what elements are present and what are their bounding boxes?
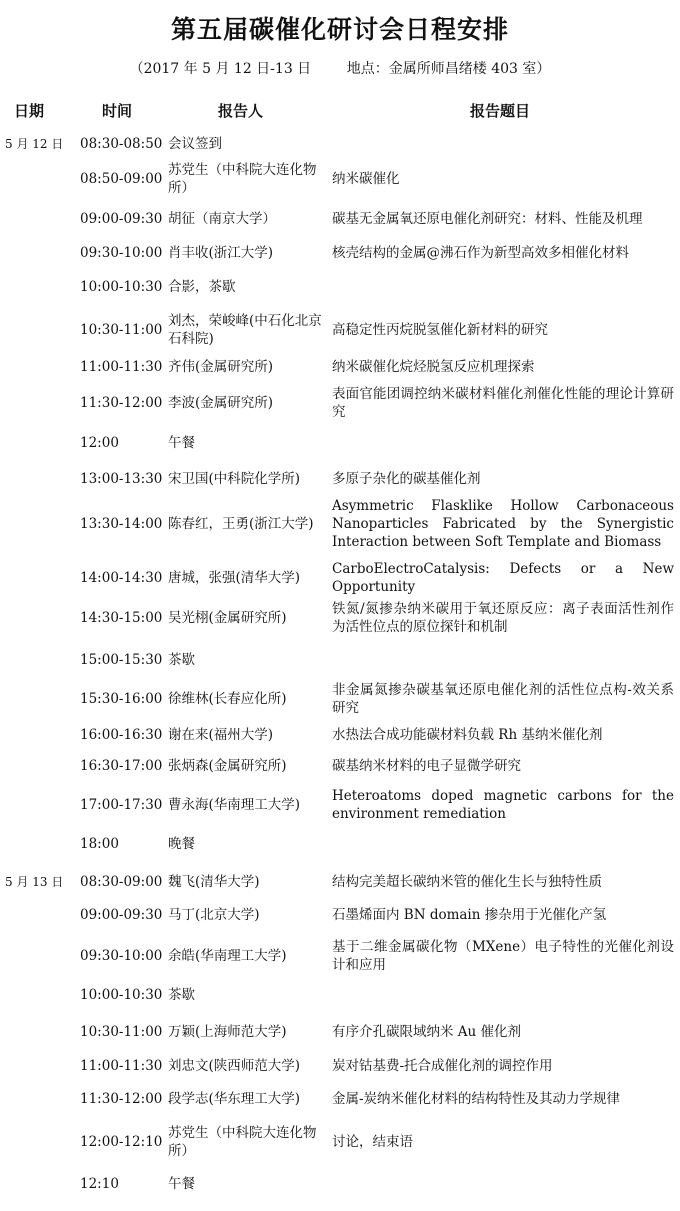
row-topic: 结构完美超长碳纳米管的催化生长与独特性质 (332, 874, 602, 890)
row-topic: 碳基纳米材料的电子显微学研究 (332, 758, 521, 774)
row-time: 13:30-14:00 (80, 516, 163, 532)
row-speaker: 陈春红，王勇(浙江大学) (168, 516, 314, 532)
row-topic: 讨论，结束语 (332, 1134, 413, 1150)
table-row (0, 310, 680, 350)
subtitle: （2017 年 5 月 12 日-13 日 地点：金属所师昌绪楼 403 室） (129, 61, 551, 77)
row-topic: 碳基无金属氧还原电催化剂研究：材料、性能及机理 (332, 211, 643, 227)
table-row (0, 785, 680, 825)
row-speaker: 茶歇 (168, 652, 195, 668)
table-row (0, 679, 680, 719)
table-row (0, 648, 680, 672)
table-row (0, 159, 680, 199)
row-time: 11:30-12:00 (80, 1091, 163, 1107)
row-time: 10:30-11:00 (80, 1024, 163, 1040)
row-speaker: 余皓(华南理工大学) (168, 948, 287, 964)
row-topic: 炭对钴基费-托合成催化剂的调控作用 (332, 1058, 553, 1074)
row-speaker: 魏飞(清华大学) (168, 874, 260, 890)
row-topic: Asymmetric Flasklike Hollow Carbonaceous Nanoparticles Fabricated by the Synergistic Interaction between Soft Template and Biomass (332, 498, 674, 550)
table-row (0, 207, 680, 231)
row-date: 5 月 12 日 (5, 137, 64, 151)
header-date: 日期 (14, 102, 45, 120)
table-row (0, 870, 680, 894)
row-speaker: 马丁(北京大学) (168, 907, 260, 923)
row-topic: 表面官能团调控纳米碳材料催化剂催化性能的理论计算研究 (332, 386, 674, 420)
table-row (0, 561, 680, 595)
row-time: 09:30-10:00 (80, 948, 163, 964)
row-time: 08:50-09:00 (80, 171, 163, 187)
table-row (0, 383, 680, 423)
table-row (0, 832, 680, 856)
row-speaker: 刘杰，荣峻峰(中石化北京石科院) (168, 313, 322, 347)
header-time: 时间 (102, 102, 133, 120)
table-row (0, 723, 680, 747)
table-row (0, 1020, 680, 1044)
row-topic: 石墨烯面内 BN domain 掺杂用于光催化产氢 (332, 907, 607, 923)
row-speaker: 唐城，张强(清华大学) (168, 570, 301, 586)
row-time: 12:10 (80, 1176, 119, 1192)
row-speaker: 曹永海(华南理工大学) (168, 797, 301, 813)
row-speaker: 会议签到 (168, 136, 222, 152)
row-time: 11:30-12:00 (80, 395, 163, 411)
table-row (0, 903, 680, 927)
row-speaker: 齐伟(金属研究所) (168, 359, 274, 375)
table-row (0, 754, 680, 778)
row-speaker: 苏党生（中科院大连化物所） (168, 1125, 317, 1159)
row-speaker: 午餐 (168, 1176, 195, 1192)
row-topic: 水热法合成功能碳材料负载 Rh 基纳米催化剂 (332, 727, 603, 743)
table-row (0, 431, 680, 455)
row-topic: 核壳结构的金属@沸石作为新型高效多相催化材料 (332, 245, 629, 261)
row-speaker: 胡征（南京大学） (168, 211, 276, 227)
row-time: 09:30-10:00 (80, 245, 163, 261)
row-speaker: 谢在来(福州大学) (168, 727, 274, 743)
row-time: 16:00-16:30 (80, 727, 163, 743)
row-speaker: 午餐 (168, 435, 195, 451)
table-row (0, 133, 680, 155)
row-speaker: 苏党生（中科院大连化物所） (168, 162, 317, 196)
table-header (0, 100, 680, 122)
row-time: 16:30-17:00 (80, 758, 163, 774)
table-row (0, 355, 680, 379)
table-row (0, 496, 680, 552)
table-row (0, 983, 680, 1007)
row-speaker: 宋卫国(中科院化学所) (168, 471, 301, 487)
row-topic: 基于二维金属碳化物（MXene）电子特性的光催化剂设计和应用 (332, 939, 674, 973)
row-speaker: 张炳森(金属研究所) (168, 758, 287, 774)
row-time: 15:30-16:00 (80, 691, 163, 707)
row-speaker: 李波(金属研究所) (168, 395, 274, 411)
row-time: 11:00-11:30 (80, 1058, 163, 1074)
row-topic: 金属-炭纳米催化材料的结构特性及其动力学规律 (332, 1091, 621, 1107)
row-topic: CarboElectroCatalysis: Defects or a New Opportunity (332, 561, 674, 595)
row-time: 17:00-17:30 (80, 797, 163, 813)
row-topic: 有序介孔碳限域纳米 Au 催化剂 (332, 1024, 522, 1040)
row-topic: 纳米碳催化 (332, 171, 400, 187)
header-speaker: 报告人 (218, 102, 264, 120)
row-speaker: 合影，茶歇 (168, 279, 236, 295)
schedule-table (0, 130, 680, 1210)
row-speaker: 吴光栩(金属研究所) (168, 610, 287, 626)
row-time: 08:30-08:50 (80, 136, 163, 152)
row-time: 10:00-10:30 (80, 987, 163, 1003)
row-time: 14:30-15:00 (80, 610, 163, 626)
row-topic: 多原子杂化的碳基催化剂 (332, 471, 481, 487)
table-row (0, 1122, 680, 1162)
header-topic: 报告题目 (470, 102, 531, 120)
row-time: 09:00-09:30 (80, 211, 163, 227)
table-row (0, 275, 680, 299)
row-speaker: 万颖(上海师范大学) (168, 1024, 287, 1040)
row-time: 11:00-11:30 (80, 359, 163, 375)
row-time: 10:00-10:30 (80, 279, 163, 295)
table-row (0, 467, 680, 491)
table-row (0, 598, 680, 638)
row-speaker: 肖丰收(浙江大学) (168, 245, 274, 261)
row-time: 12:00 (80, 435, 119, 451)
table-row (0, 1172, 680, 1196)
row-speaker: 晚餐 (168, 836, 195, 852)
row-time: 08:30-09:00 (80, 874, 163, 890)
table-row (0, 1087, 680, 1111)
table-row (0, 241, 680, 265)
row-topic: Heteroatoms doped magnetic carbons for the environment remediation (332, 788, 674, 822)
row-speaker: 刘忠文(陕西师范大学) (168, 1058, 301, 1074)
row-time: 10:30-11:00 (80, 322, 163, 338)
row-topic: 铁氮/氮掺杂纳米碳用于氧还原反应：离子表面活性剂作为活性位点的原位探针和机制 (332, 601, 674, 635)
row-speaker: 徐维林(长春应化所) (168, 691, 287, 707)
row-topic: 纳米碳催化烷烃脱氢反应机理探索 (332, 359, 535, 375)
row-time: 15:00-15:30 (80, 652, 163, 668)
row-time: 09:00-09:30 (80, 907, 163, 923)
page-title: 第五届碳催化研讨会日程安排 (170, 15, 509, 44)
table-row (0, 1054, 680, 1078)
row-time: 18:00 (80, 836, 119, 852)
row-topic: 高稳定性丙烷脱氢催化新材料的研究 (332, 322, 548, 338)
row-time: 13:00-13:30 (80, 471, 163, 487)
row-time: 12:00-12:10 (80, 1134, 163, 1150)
row-topic: 非金属氮掺杂碳基氧还原电催化剂的活性位点构-效关系研究 (332, 682, 674, 716)
row-time: 14:00-14:30 (80, 570, 163, 586)
row-speaker: 段学志(华东理工大学) (168, 1091, 301, 1107)
table-row (0, 936, 680, 976)
row-date: 5 月 13 日 (5, 875, 64, 889)
row-speaker: 茶歇 (168, 987, 195, 1003)
